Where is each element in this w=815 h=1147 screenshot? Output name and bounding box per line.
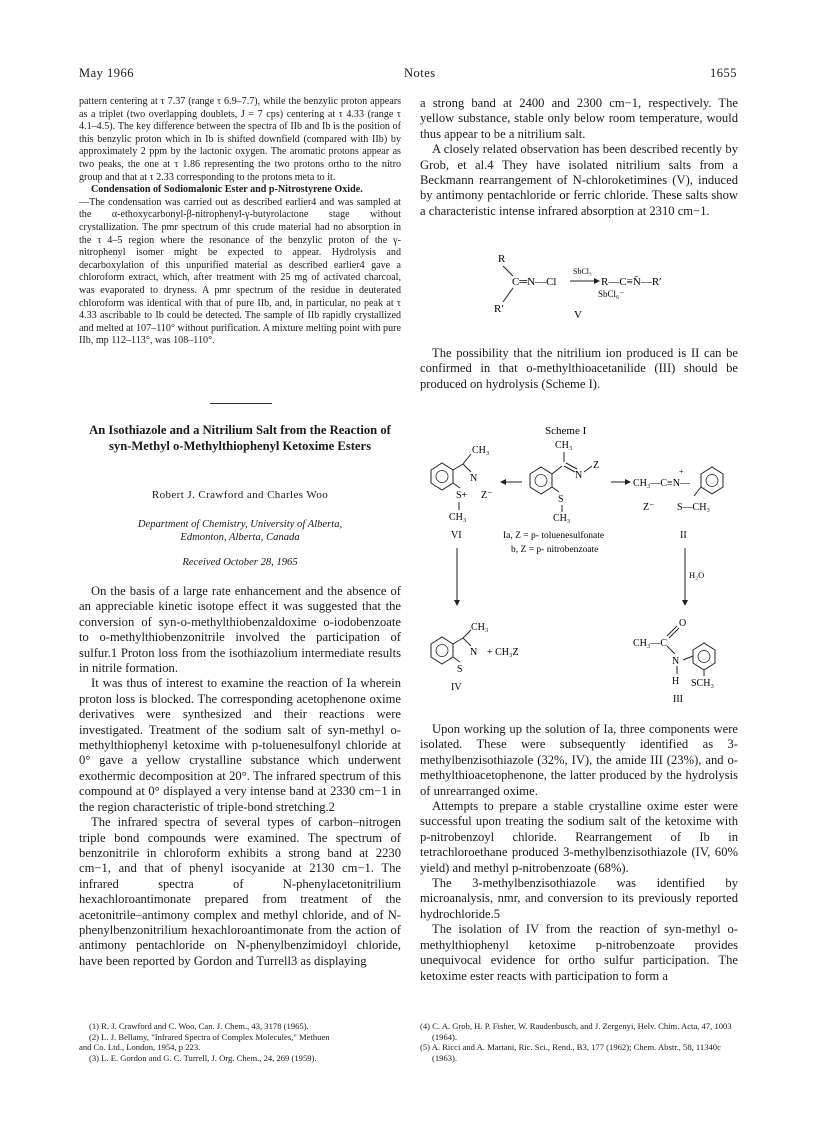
paragraph: It was thus of interest to examine the reaction of Ia wherein proton loss is blocked. The corresponding acetophenone oxime derivatives were synthesized and their reactions were investigated. Treatment of the sodium salt of syn-methyl o-methylthiophenyl ketoxime with p-toluenesulfonyl chloride at 0° gave a yellow crystalline substance which underwent exothermic decomposition at 20°. The infrared spectrum of this compound at 0° displayed a very intense band at 2330 cm−1 in the region characteristic of triple-bond stretching.2 bbox=[79, 676, 401, 814]
paragraph bbox=[79, 184, 401, 197]
article-title: An Isothiazole and a Nitrilium Salt from the Reaction of syn-Methyl o-Methylthiophenyl Ketoxime Esters bbox=[89, 423, 391, 453]
bond bbox=[463, 464, 471, 472]
arrow-head bbox=[625, 479, 631, 485]
affiliation-line: Edmonton, Alberta, Canada bbox=[180, 532, 300, 543]
article-divider bbox=[210, 403, 272, 404]
nitrilium-product: R—C≡N̄—R′ bbox=[601, 276, 662, 288]
author-affiliation bbox=[79, 518, 401, 544]
scheme-1-diagram bbox=[415, 420, 745, 705]
methyl-group: CH₃ bbox=[553, 513, 571, 524]
paragraph-heading: Condensation of Sodiomalonic Ester and p-Nitrostyrene Oxide. bbox=[91, 184, 363, 196]
article-body-left bbox=[79, 584, 401, 969]
paragraph: Attempts to prepare a stable crystalline oxime ester were successful upon treating the sodium salt of the ketoxime with p-nitrobenzoyl chloride. Rearrangement of Ib in tetrachloroethane produced 3-methylbenzisothiazole (IV, 60% yield) and methyl p-nitrobenzoate (68%). bbox=[420, 799, 738, 875]
benzene-ring bbox=[693, 643, 715, 670]
reagent-sbcl5: SbCl₅ bbox=[573, 267, 592, 276]
bond bbox=[683, 656, 693, 660]
thiomethyl-group: S—CH₃ bbox=[677, 502, 710, 513]
bond bbox=[503, 288, 513, 302]
structure-v-diagram bbox=[470, 250, 710, 325]
footnote: and Co. Ltd., London, 1954, p 223. bbox=[79, 1042, 201, 1053]
footnotes-right bbox=[420, 1021, 738, 1063]
bond bbox=[453, 638, 463, 644]
label-r: R bbox=[498, 253, 506, 265]
compound-label-ii: II bbox=[680, 530, 687, 541]
paragraph: A closely related observation has been described recently by Grob, et al.4 They have isolated nitrilium salts from a Beckmann rearrangement of N-chloroketimines (V), induced by antimony pentachloride or ferric chloride. These salts show a characteristic intense infrared absorption at 2310 cm−1. bbox=[420, 142, 738, 218]
bond bbox=[694, 487, 701, 496]
nitrogen-atom: N bbox=[672, 656, 680, 667]
article-body-right-bottom bbox=[420, 722, 738, 984]
footnote: (3) L. E. Gordon and G. C. Turrell, J. Org. Chem., 24, 269 (1959). bbox=[89, 1052, 317, 1063]
counterion: SbCl₆⁻ bbox=[598, 289, 624, 299]
arrow-head bbox=[682, 600, 688, 606]
thiomethyl-group: SCH₃ bbox=[691, 678, 714, 689]
paragraph: The possibility that the nitrilium ion produced is II can be confirmed in that o-methylthioacetanilide (III) should be produced on hydrolysis (Scheme I). bbox=[420, 346, 738, 391]
footnote: (4) C. A. Grob, H. P. Fisher, W. Raudenbusch, and J. Zergenyi, Helv. Chim. Acta, 47, 1003 (1964). bbox=[420, 1021, 732, 1042]
nitrogen-atom: N bbox=[470, 473, 478, 484]
paragraph: a strong band at 2400 and 2300 cm−1, respectively. The yellow substance, stable only below room temperature, would thus appear to be a nitrilium salt. bbox=[420, 96, 738, 141]
paragraph: pattern centering at τ 7.37 (range τ 6.9–7.7), while the benzylic proton appears as a triplet (two overlapping doublets, J = 7 cps) centering at τ 4.33 (range τ 4.1–4.5). The key difference between the spectra of IIb and Ib is the position of this benzylic proton which in Ib is shifted downfield (compared with IIb) by approximately 2 ppm by the lactonic oxygen. The aromatic protons appear as two peaks, the one at τ 1.86 representing the two protons ortho to the nitro group and that at τ 2.33 corresponding to the protons meta to it. bbox=[79, 96, 401, 183]
bond bbox=[463, 630, 471, 638]
aromatic-circle bbox=[698, 651, 710, 663]
compound-caption: Ia, Z = p- toluenesulfonate bbox=[503, 531, 605, 541]
paragraph: On the basis of a large rate enhancement and the absence of an appreciable kinetic isotope effect it was suggested that the conversion of syn-o-methylthiobenzaldoxime o-iodobenzoate to o-methylthiobenzonitrile involved the participation of sulfur.1 Proton loss from the isothiazolium intermediate results in nitrile formation. bbox=[79, 584, 401, 676]
compound-label-iii: III bbox=[673, 694, 683, 705]
aromatic-circle bbox=[436, 645, 448, 657]
running-head-date: May 1966 bbox=[79, 66, 135, 80]
article-body-right-mid bbox=[420, 346, 738, 392]
reagent-water: H₂O bbox=[689, 570, 705, 580]
bond bbox=[552, 466, 562, 474]
bond bbox=[552, 487, 559, 492]
bond bbox=[453, 464, 463, 470]
byproduct: + CH₃Z bbox=[487, 647, 519, 658]
previous-article-text bbox=[79, 96, 401, 348]
hydrogen-atom: H bbox=[672, 676, 680, 687]
counterion: Z⁻ bbox=[643, 502, 655, 513]
methyl-group: CH₃ bbox=[555, 440, 573, 451]
article-authors: Robert J. Crawford and Charles Woo bbox=[151, 489, 329, 501]
article-body-right-top bbox=[420, 96, 738, 219]
bond bbox=[584, 466, 592, 472]
bond bbox=[453, 657, 460, 662]
paragraph: —The condensation was carried out as described earlier4 and was sampled at the α-ethoxycarbonyl-β-nitrophenyl-γ-butyrolactone stage without crystallization. The pmr spectrum of this crude material had no absorption in the τ 4–5 region where the resonance of the benzylic proton of the γ-nitrophenyl isomer might be expected to appear. Hydrolysis and decarboxylation of this unpurified material as described earlier4 gave a chloroform extract, which, after treatment with 25 mg of activated charcoal, was evaporated to dryness. A pmr spectrum of the residue in deuterated chloroform was identical with that of pure IIb, and, in particular, no peak at τ 4.33 ascribable to Ib could be detected. The sample of IIb rapidly crystallized and melted at 107–110° without purification. A mixture melting point with pure IIb, mp 112–113°, was 108–110°. bbox=[79, 196, 401, 347]
paragraph: The 3-methylbenzisothiazole was identified by microanalysis, nmr, and conversion to its previously reported hydrochloride.5 bbox=[420, 876, 738, 921]
scheme-title: Scheme I bbox=[545, 425, 587, 437]
page-number: 1655 bbox=[710, 66, 737, 80]
arrow-head bbox=[594, 278, 600, 284]
benzene-ring bbox=[530, 467, 552, 494]
oxygen-atom: O bbox=[679, 618, 687, 629]
benzene-ring bbox=[701, 467, 723, 494]
benzene-ring bbox=[431, 463, 453, 490]
bond bbox=[453, 483, 460, 488]
arrow-head bbox=[500, 479, 506, 485]
ester-group: Z bbox=[593, 460, 600, 471]
sulfur-atom: S bbox=[457, 664, 463, 675]
acetyl-group: CH₃—C bbox=[633, 638, 668, 649]
footnotes-left bbox=[79, 1021, 401, 1063]
aromatic-circle bbox=[706, 475, 718, 487]
benzene-ring bbox=[431, 637, 453, 664]
nitrogen-atom: N bbox=[470, 647, 478, 658]
paragraph: The isolation of IV from the reaction of syn-methyl o-methylthiophenyl ketoxime p-nitrobenzoate provides unequivocal evidence for ortho sulfur participation. The ketoxime ester reacts with participation to form a bbox=[420, 922, 738, 983]
running-head-section: Notes bbox=[404, 66, 436, 80]
methyl-group: CH₃ bbox=[472, 445, 490, 456]
label-r-prime: R′ bbox=[494, 303, 504, 315]
footnote: (2) L. J. Bellamy, "Infrared Spectra of Complex Molecules," Methuen bbox=[89, 1031, 330, 1042]
compound-caption: b, Z = p- nitrobenzoate bbox=[511, 545, 599, 555]
bond bbox=[463, 638, 471, 646]
sulfur-atom: S bbox=[558, 494, 564, 505]
plus-charge: + bbox=[679, 467, 684, 476]
bond bbox=[503, 266, 513, 276]
bond bbox=[463, 454, 471, 464]
footnote: (5) A. Ricci and A. Martani, Ric. Sci., Rend., B3, 177 (1962); Chem. Abstr., 58, 11340c (1963). bbox=[420, 1042, 721, 1063]
methyl-group: CH₃ bbox=[449, 512, 467, 523]
paragraph: The infrared spectra of several types of carbon–nitrogen triple bond compounds were examined. The spectrum of benzonitrile in chloroform exhibits a strong band at 2230 cm−1, and that of phenyl isocyanide at 2130 cm−1. The infrared spectra of N-phenylacetonitrilium hexachloroantimonate prepared from treatment of the acetonitrile–antimony complex and methyl chloride, and of N-phenylbenzonitrilium hexachloroantimonate from the action of antimony pentachloride on N-phenylbenzimidoyl chloride, have been reported by Gordon and Turrell3 as displaying bbox=[79, 815, 401, 968]
arrow-head bbox=[454, 600, 460, 606]
counterion: Z⁻ bbox=[481, 490, 493, 501]
footnote: (1) R. J. Crawford and C. Woo, Can. J. Chem., 43, 3178 (1965). bbox=[89, 1021, 309, 1031]
aromatic-circle bbox=[436, 471, 448, 483]
compound-label-v: V bbox=[574, 309, 582, 321]
methyl-group: CH₃ bbox=[471, 622, 489, 633]
affiliation-line: Department of Chemistry, University of Alberta, bbox=[137, 519, 343, 530]
compound-label-vi: VI bbox=[451, 530, 462, 541]
paragraph: Upon working up the solution of Ia, three components were isolated. These were subsequently identified as 3-methylbenzisothiazole (32%, IV), the amide III (23%), and o-methylthioacetophenone, the latter produced by the hydrolysis of unrearranged oxime. bbox=[420, 722, 738, 798]
received-date: Received October 28, 1965 bbox=[182, 557, 298, 568]
compound-label-iv: IV bbox=[451, 682, 462, 693]
nitrilium-ion: CH₃—C≡N— bbox=[633, 478, 690, 489]
chloroketimine: C═N—Cl bbox=[512, 276, 557, 288]
nitrogen-atom: N bbox=[575, 470, 583, 481]
aromatic-circle bbox=[535, 475, 547, 487]
sulfonium-atom: S+ bbox=[456, 490, 468, 501]
bond bbox=[667, 646, 675, 654]
